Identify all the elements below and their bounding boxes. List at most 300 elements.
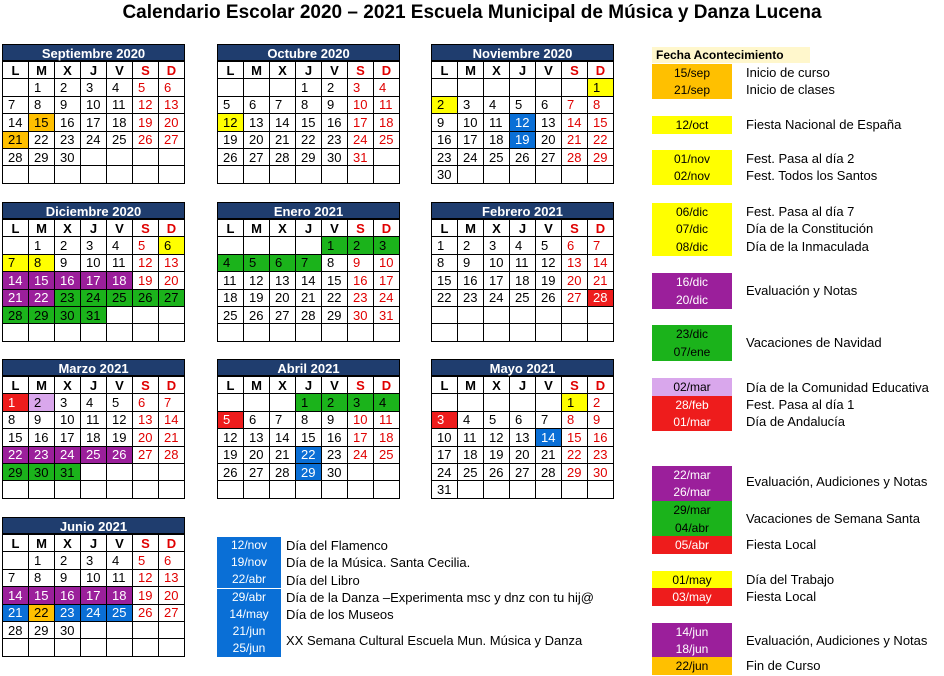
day-cell — [29, 324, 55, 341]
day-cell: 17 — [458, 131, 484, 148]
day-cell: 24 — [348, 446, 374, 463]
day-cell: 14 — [3, 114, 29, 131]
day-cell — [374, 324, 400, 341]
day-cell: 15 — [296, 114, 322, 131]
day-cell — [322, 166, 348, 183]
day-cell: 14 — [159, 411, 185, 428]
day-cell: 23 — [55, 131, 81, 148]
day-cell: 19 — [218, 446, 244, 463]
weekday-header: D — [374, 62, 400, 79]
day-cell: 19 — [218, 131, 244, 148]
day-cell — [133, 481, 159, 498]
legend-date-badge: 20/dic — [652, 291, 732, 309]
day-cell — [218, 79, 244, 96]
legend-event-label: Fest. Pasa al día 2 — [746, 151, 855, 166]
weekday-header: D — [159, 535, 185, 552]
day-cell: 10 — [81, 254, 107, 271]
weekday-header: M — [458, 62, 484, 79]
day-cell: 6 — [159, 79, 185, 96]
day-cell — [133, 324, 159, 341]
legend-date-badge: 07/dic — [652, 220, 732, 238]
day-cell: 2 — [348, 237, 374, 254]
day-cell: 13 — [536, 114, 562, 131]
weekday-header: J — [296, 62, 322, 79]
day-cell: 23 — [55, 604, 81, 621]
day-cell — [133, 639, 159, 656]
day-cell — [588, 481, 614, 498]
day-cell — [3, 324, 29, 341]
day-cell: 20 — [159, 587, 185, 604]
day-cell: 27 — [536, 148, 562, 165]
day-cell — [484, 306, 510, 323]
day-cell: 18 — [510, 272, 536, 289]
day-cell: 25 — [374, 131, 400, 148]
day-cell: 27 — [562, 289, 588, 306]
day-cell: 15 — [588, 114, 614, 131]
day-cell — [3, 552, 29, 569]
event-label: XX Semana Cultural Escuela Mun. Música y Danza — [286, 633, 583, 648]
weekday-header: X — [484, 220, 510, 237]
day-cell: 29 — [296, 148, 322, 165]
day-cell — [510, 79, 536, 96]
legend-date-badge: 02/mar — [652, 378, 732, 396]
day-cell: 22 — [562, 446, 588, 463]
day-cell: 12 — [510, 114, 536, 131]
day-cell: 26 — [484, 463, 510, 480]
day-cell: 2 — [322, 394, 348, 411]
day-cell: 6 — [244, 411, 270, 428]
day-cell: 22 — [3, 446, 29, 463]
month-title: Junio 2021 — [2, 517, 185, 534]
weekday-header: J — [81, 377, 107, 394]
day-cell: 20 — [244, 131, 270, 148]
day-cell: 11 — [510, 254, 536, 271]
day-cell: 9 — [348, 254, 374, 271]
day-cell: 30 — [588, 463, 614, 480]
day-cell — [218, 394, 244, 411]
day-cell: 5 — [133, 79, 159, 96]
day-cell: 17 — [348, 429, 374, 446]
month-title: Enero 2021 — [217, 202, 400, 219]
day-cell: 11 — [458, 429, 484, 446]
day-cell: 23 — [432, 148, 458, 165]
day-cell: 17 — [81, 114, 107, 131]
event-date-badge: 29/abr — [217, 589, 281, 606]
day-cell: 5 — [244, 254, 270, 271]
day-cell: 14 — [296, 272, 322, 289]
day-cell: 3 — [55, 394, 81, 411]
day-cell — [484, 481, 510, 498]
month-calendar — [2, 359, 185, 499]
legend-date-badge: 05/abr — [652, 536, 732, 554]
day-cell — [588, 306, 614, 323]
day-cell: 28 — [536, 463, 562, 480]
month-title: Mayo 2021 — [431, 359, 614, 376]
day-cell: 11 — [374, 96, 400, 113]
day-cell — [159, 166, 185, 183]
day-cell: 2 — [55, 552, 81, 569]
weekday-header: S — [133, 220, 159, 237]
day-cell — [348, 463, 374, 480]
day-cell: 14 — [3, 272, 29, 289]
weekday-header: V — [107, 62, 133, 79]
event-label: Día de los Museos — [286, 607, 394, 622]
day-cell: 9 — [432, 114, 458, 131]
day-cell — [81, 324, 107, 341]
day-cell: 14 — [3, 587, 29, 604]
event-label: Día del Libro — [286, 573, 360, 588]
legend-date-badge: 29/mar — [652, 501, 732, 519]
day-cell: 5 — [510, 96, 536, 113]
day-cell: 1 — [322, 237, 348, 254]
legend-date-badge: 12/oct — [652, 116, 732, 134]
day-cell: 2 — [55, 79, 81, 96]
day-cell — [159, 463, 185, 480]
day-cell: 30 — [322, 463, 348, 480]
weekday-header: D — [588, 220, 614, 237]
day-cell: 7 — [270, 96, 296, 113]
day-cell: 6 — [159, 552, 185, 569]
month-title: Noviembre 2020 — [431, 44, 614, 61]
day-cell — [458, 394, 484, 411]
day-cell: 30 — [322, 148, 348, 165]
day-cell — [3, 481, 29, 498]
day-cell: 11 — [107, 254, 133, 271]
month-calendar — [431, 359, 614, 499]
day-cell — [159, 324, 185, 341]
day-cell — [458, 166, 484, 183]
day-cell: 2 — [55, 237, 81, 254]
day-cell — [218, 324, 244, 341]
day-cell: 13 — [159, 96, 185, 113]
day-cell: 28 — [3, 148, 29, 165]
day-cell: 1 — [3, 394, 29, 411]
month-calendar — [431, 202, 614, 342]
weekday-header: S — [133, 535, 159, 552]
day-cell: 25 — [484, 148, 510, 165]
day-cell: 28 — [3, 621, 29, 638]
day-cell — [536, 306, 562, 323]
day-cell — [348, 481, 374, 498]
day-cell: 29 — [29, 621, 55, 638]
weekday-header: V — [322, 377, 348, 394]
day-cell: 7 — [296, 254, 322, 271]
day-cell: 12 — [244, 272, 270, 289]
day-cell: 12 — [133, 569, 159, 586]
day-cell — [510, 394, 536, 411]
day-cell: 26 — [133, 131, 159, 148]
day-cell: 24 — [81, 131, 107, 148]
day-cell: 7 — [588, 237, 614, 254]
day-cell — [81, 463, 107, 480]
day-cell: 4 — [484, 96, 510, 113]
month-calendar — [217, 202, 400, 342]
day-cell: 22 — [322, 289, 348, 306]
day-cell: 16 — [55, 114, 81, 131]
day-cell: 9 — [55, 254, 81, 271]
day-cell — [432, 394, 458, 411]
weekday-header: D — [374, 377, 400, 394]
day-cell: 5 — [536, 237, 562, 254]
day-cell: 23 — [29, 446, 55, 463]
day-cell: 15 — [29, 114, 55, 131]
weekday-header: L — [3, 377, 29, 394]
day-cell: 29 — [562, 463, 588, 480]
day-cell: 21 — [3, 604, 29, 621]
day-cell: 30 — [348, 306, 374, 323]
day-cell — [55, 324, 81, 341]
day-cell — [374, 463, 400, 480]
day-cell: 24 — [55, 446, 81, 463]
day-cell — [296, 481, 322, 498]
day-cell: 26 — [107, 446, 133, 463]
day-cell: 11 — [374, 411, 400, 428]
day-cell: 16 — [29, 429, 55, 446]
legend-event-label: Fiesta Local — [746, 537, 817, 552]
day-cell — [296, 237, 322, 254]
day-cell — [107, 166, 133, 183]
day-cell: 10 — [81, 96, 107, 113]
day-cell: 24 — [374, 289, 400, 306]
day-cell: 2 — [588, 394, 614, 411]
day-cell: 18 — [458, 446, 484, 463]
weekday-header: M — [29, 62, 55, 79]
legend-date-badge: 22/jun — [652, 657, 732, 675]
day-cell: 30 — [29, 463, 55, 480]
day-cell: 4 — [510, 237, 536, 254]
day-cell: 25 — [510, 289, 536, 306]
day-cell: 13 — [244, 429, 270, 446]
month-calendar — [217, 359, 400, 499]
day-cell: 1 — [432, 237, 458, 254]
day-cell: 1 — [29, 79, 55, 96]
day-cell: 19 — [536, 272, 562, 289]
day-cell: 6 — [133, 394, 159, 411]
day-cell: 3 — [348, 79, 374, 96]
legend-event-label: Fiesta Local — [746, 589, 817, 604]
day-cell: 23 — [322, 446, 348, 463]
day-cell — [348, 324, 374, 341]
day-cell — [484, 166, 510, 183]
day-cell: 10 — [432, 429, 458, 446]
day-cell: 23 — [55, 289, 81, 306]
day-cell: 19 — [133, 114, 159, 131]
weekday-header: X — [270, 220, 296, 237]
weekday-header: V — [322, 62, 348, 79]
legend-date-badge: 26/mar — [652, 483, 732, 501]
day-cell: 18 — [218, 289, 244, 306]
day-cell: 8 — [29, 254, 55, 271]
day-cell: 16 — [322, 429, 348, 446]
day-cell: 17 — [374, 272, 400, 289]
day-cell — [296, 166, 322, 183]
day-cell: 21 — [270, 131, 296, 148]
day-cell: 11 — [107, 96, 133, 113]
day-cell: 10 — [348, 411, 374, 428]
day-cell — [244, 237, 270, 254]
weekday-header: X — [55, 535, 81, 552]
day-cell: 15 — [29, 587, 55, 604]
day-cell — [133, 148, 159, 165]
month-calendar — [217, 44, 400, 184]
day-cell: 23 — [348, 289, 374, 306]
day-cell: 20 — [536, 131, 562, 148]
day-cell: 12 — [133, 254, 159, 271]
day-cell: 21 — [3, 289, 29, 306]
day-cell: 25 — [81, 446, 107, 463]
day-cell: 3 — [432, 411, 458, 428]
day-cell: 26 — [510, 148, 536, 165]
day-cell — [107, 481, 133, 498]
day-cell: 14 — [536, 429, 562, 446]
day-cell — [244, 394, 270, 411]
legend-date-badge: 04/abr — [652, 519, 732, 537]
day-cell: 26 — [133, 289, 159, 306]
day-cell: 6 — [536, 96, 562, 113]
month-title: Febrero 2021 — [431, 202, 614, 219]
day-cell: 1 — [29, 237, 55, 254]
day-cell: 18 — [107, 114, 133, 131]
day-cell: 3 — [81, 552, 107, 569]
event-date-badge: 14/may — [217, 606, 281, 623]
day-cell — [159, 639, 185, 656]
day-cell: 26 — [133, 604, 159, 621]
day-cell — [159, 481, 185, 498]
day-cell — [458, 481, 484, 498]
weekday-header: X — [270, 62, 296, 79]
day-cell — [536, 394, 562, 411]
legend-event-label: Evaluación y Notas — [746, 283, 858, 298]
day-cell: 1 — [562, 394, 588, 411]
day-cell — [510, 306, 536, 323]
weekday-header: X — [484, 62, 510, 79]
day-cell — [484, 79, 510, 96]
day-cell: 10 — [348, 96, 374, 113]
day-cell: 30 — [432, 166, 458, 183]
day-cell — [270, 166, 296, 183]
day-cell — [55, 481, 81, 498]
legend-event-label: Fest. Pasa al día 7 — [746, 204, 855, 219]
legend-event-label: Evaluación, Audiciones y Notas — [746, 474, 928, 489]
weekday-header: V — [536, 220, 562, 237]
weekday-header: D — [588, 377, 614, 394]
day-cell: 8 — [432, 254, 458, 271]
day-cell: 19 — [133, 587, 159, 604]
weekday-header: S — [348, 377, 374, 394]
day-cell — [562, 79, 588, 96]
event-date-badge: 25/jun — [217, 640, 281, 657]
day-cell: 8 — [296, 411, 322, 428]
day-cell: 27 — [244, 148, 270, 165]
day-cell: 7 — [270, 411, 296, 428]
day-cell — [458, 306, 484, 323]
day-cell: 26 — [218, 463, 244, 480]
day-cell: 21 — [3, 131, 29, 148]
weekday-header: V — [107, 535, 133, 552]
day-cell: 30 — [55, 621, 81, 638]
day-cell: 30 — [55, 148, 81, 165]
day-cell — [322, 481, 348, 498]
day-cell: 13 — [270, 272, 296, 289]
day-cell: 13 — [510, 429, 536, 446]
day-cell — [133, 621, 159, 638]
weekday-header: X — [55, 220, 81, 237]
legend-event-label: Inicio de curso — [746, 65, 830, 80]
day-cell: 25 — [107, 604, 133, 621]
weekday-header: M — [29, 377, 55, 394]
day-cell: 16 — [55, 587, 81, 604]
day-cell — [133, 463, 159, 480]
day-cell: 25 — [218, 306, 244, 323]
day-cell: 12 — [107, 411, 133, 428]
day-cell: 9 — [322, 96, 348, 113]
day-cell: 9 — [322, 411, 348, 428]
day-cell — [588, 324, 614, 341]
day-cell: 8 — [562, 411, 588, 428]
day-cell: 25 — [458, 463, 484, 480]
day-cell — [562, 324, 588, 341]
day-cell — [29, 639, 55, 656]
day-cell: 1 — [296, 79, 322, 96]
day-cell: 17 — [55, 429, 81, 446]
weekday-header: L — [3, 535, 29, 552]
day-cell: 14 — [270, 429, 296, 446]
day-cell — [244, 324, 270, 341]
day-cell — [55, 166, 81, 183]
weekday-header: S — [133, 62, 159, 79]
day-cell: 15 — [29, 272, 55, 289]
day-cell: 3 — [81, 237, 107, 254]
weekday-header: S — [562, 377, 588, 394]
day-cell — [81, 481, 107, 498]
day-cell: 10 — [81, 569, 107, 586]
day-cell: 8 — [296, 96, 322, 113]
day-cell — [218, 481, 244, 498]
weekday-header: V — [536, 62, 562, 79]
month-calendar — [2, 517, 185, 657]
day-cell: 22 — [296, 446, 322, 463]
day-cell: 7 — [562, 96, 588, 113]
day-cell: 14 — [588, 254, 614, 271]
weekday-header: S — [348, 62, 374, 79]
day-cell: 2 — [458, 237, 484, 254]
day-cell: 31 — [81, 306, 107, 323]
legend-date-badge: 07/ene — [652, 343, 732, 361]
day-cell: 27 — [244, 463, 270, 480]
day-cell — [432, 306, 458, 323]
day-cell: 22 — [29, 604, 55, 621]
day-cell: 21 — [562, 131, 588, 148]
day-cell: 2 — [322, 79, 348, 96]
day-cell: 6 — [244, 96, 270, 113]
day-cell — [29, 166, 55, 183]
weekday-header: M — [244, 220, 270, 237]
weekday-header: D — [159, 220, 185, 237]
event-date-badge: 21/jun — [217, 623, 281, 640]
day-cell: 7 — [3, 96, 29, 113]
day-cell: 8 — [322, 254, 348, 271]
day-cell: 13 — [133, 411, 159, 428]
day-cell — [374, 481, 400, 498]
month-title: Marzo 2021 — [2, 359, 185, 376]
legend-date-badge: 16/dic — [652, 273, 732, 291]
weekday-header: S — [133, 377, 159, 394]
day-cell — [510, 481, 536, 498]
day-cell: 31 — [374, 306, 400, 323]
day-cell: 25 — [107, 131, 133, 148]
day-cell: 28 — [562, 148, 588, 165]
day-cell: 11 — [81, 411, 107, 428]
